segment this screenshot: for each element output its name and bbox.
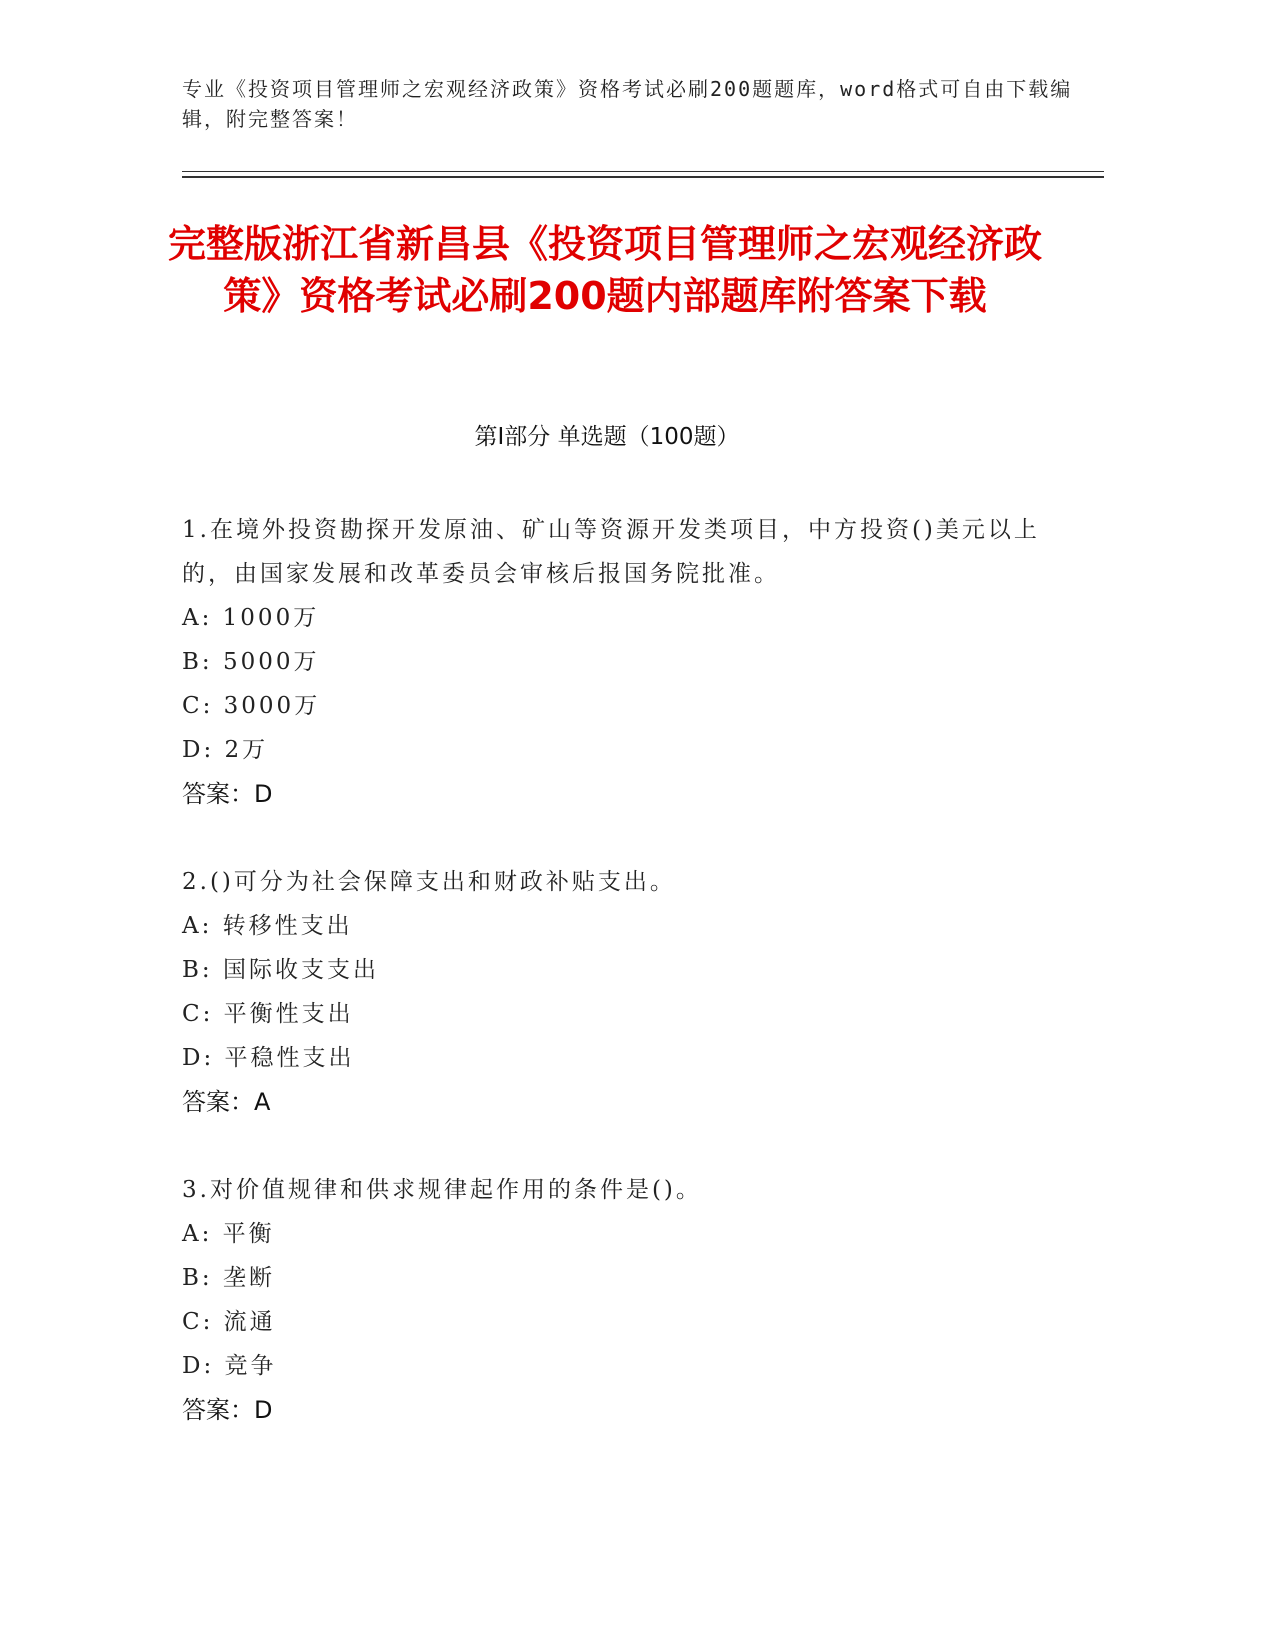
question-3 <box>182 1168 1062 1432</box>
option-b: B: 5000万 <box>182 649 320 675</box>
header-divider-thin <box>182 171 1104 172</box>
option-d: D: 竞争 <box>182 1353 277 1379</box>
option-c: C: 3000万 <box>182 693 321 719</box>
question-stem: 3.对价值规律和供求规律起作用的条件是()。 <box>182 1177 702 1203</box>
option-d: D: 2万 <box>182 737 269 763</box>
document-title: 完整版浙江省新昌县《投资项目管理师之宏观经济政策》资格考试必刷200题内部题库附答案下载 <box>167 222 1042 318</box>
option-c: C: 流通 <box>182 1309 276 1335</box>
header-note: 专业《投资项目管理师之宏观经济政策》资格考试必刷200题题库，word格式可自由下载编辑，附完整答案！ <box>182 77 1073 131</box>
question-list <box>182 508 1062 1476</box>
answer: 答案：D <box>182 1396 273 1424</box>
option-b: B: 国际收支支出 <box>182 957 379 983</box>
option-a: A: 转移性支出 <box>182 913 353 939</box>
option-c: C: 平衡性支出 <box>182 1001 354 1027</box>
option-a: A: 平衡 <box>182 1221 275 1247</box>
answer: 答案：D <box>182 780 273 808</box>
question-2 <box>182 860 1062 1124</box>
option-d: D: 平稳性支出 <box>182 1045 355 1071</box>
header-divider-thick <box>182 176 1104 178</box>
question-stem: 2.()可分为社会保障支出和财政补贴支出。 <box>182 869 676 895</box>
question-1 <box>182 508 1062 816</box>
option-a: A: 1000万 <box>182 605 320 631</box>
question-stem: 1.在境外投资勘探开发原油、矿山等资源开发类项目，中方投资()美元以上的，由国家发展和改革委员会审核后报国务院批准。 <box>182 517 1040 587</box>
answer: 答案：A <box>182 1088 271 1116</box>
option-b: B: 垄断 <box>182 1265 275 1291</box>
section-title: 第Ⅰ部分 单选题（100题） <box>474 424 740 450</box>
